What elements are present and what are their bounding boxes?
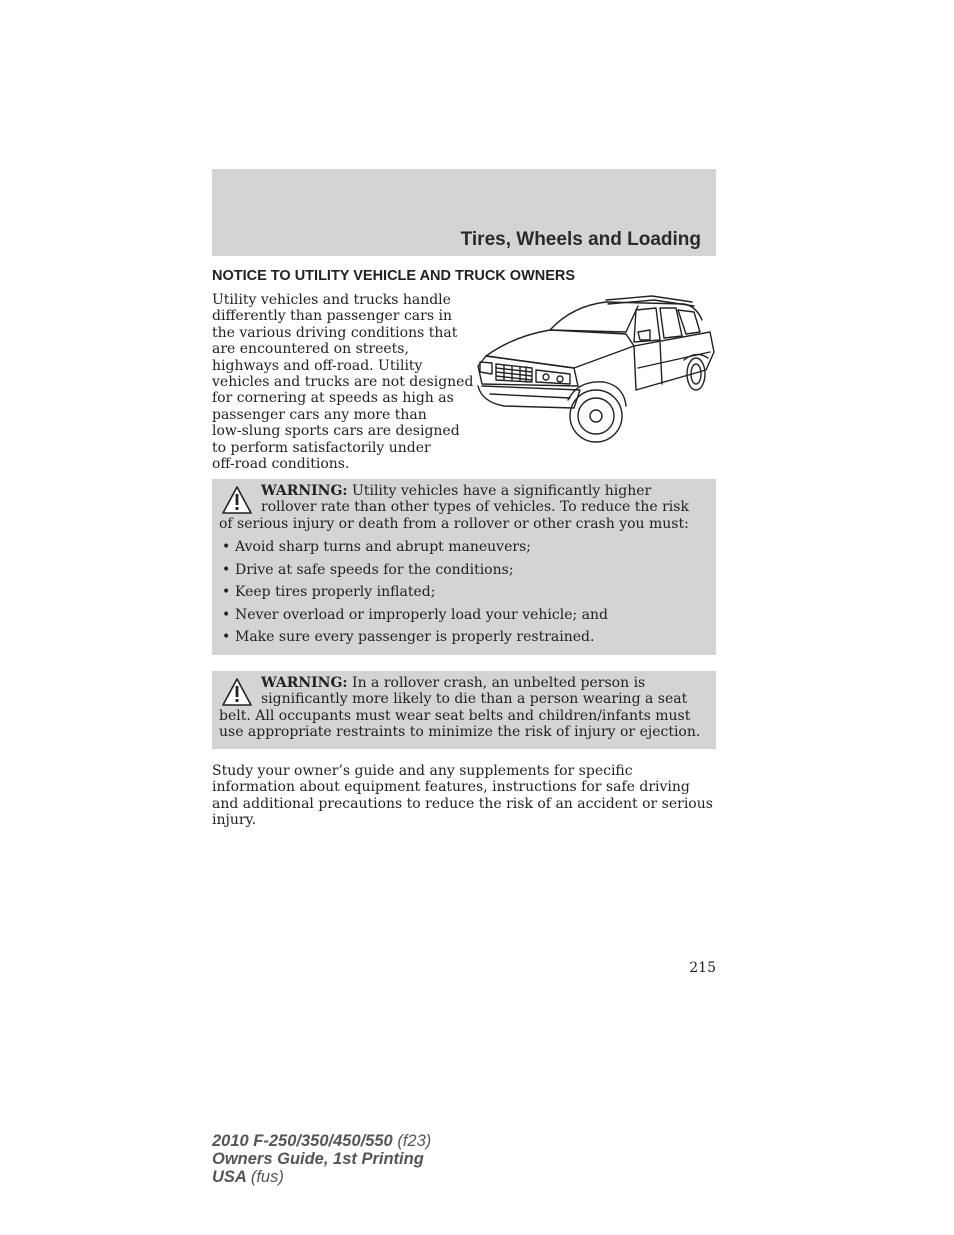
footer-line: Owners Guide, 1st Printing xyxy=(212,1150,424,1168)
list-item: • Avoid sharp turns and abrupt maneuvers; xyxy=(219,539,706,562)
list-item: • Make sure every passenger is properly restrained. xyxy=(219,629,706,652)
intro-line: low-slung sports cars are designed xyxy=(212,423,460,440)
warning-body: In a rollover crash, an unbelted person is significantly more likely to die than a person wearing a seat belt. All occupants must wear seat belts and children/infants must use appropriate restraints to minimize the risk of injury or ejection. xyxy=(219,675,701,741)
intro-line: differently than passenger cars in xyxy=(212,308,452,325)
footer-market: USA xyxy=(212,1168,247,1186)
closing-paragraph: Study your owner’s guide and any supplements for specific information about equipment features, instructions for safe driving and additional precautions to reduce the risk of an accident or serious injury. xyxy=(212,763,713,829)
footer-market-code: (fus) xyxy=(250,1168,284,1186)
intro-line: highways and off-road. Utility xyxy=(212,357,423,374)
intro-paragraph xyxy=(212,292,474,472)
page-number: 215 xyxy=(689,960,716,976)
header-band xyxy=(212,169,716,256)
warning-triangle-icon xyxy=(221,485,253,515)
warning-box-seatbelt xyxy=(212,671,716,749)
warning-text xyxy=(219,483,706,532)
intro-line: off-road conditions. xyxy=(212,456,350,473)
safety-bullet-list xyxy=(219,539,706,652)
intro-line: for cornering at speeds as high as xyxy=(212,390,454,407)
suv-illustration xyxy=(474,290,718,450)
chapter-title: Tires, Wheels and Loading xyxy=(460,229,701,250)
footer-model-code: (f23) xyxy=(397,1132,432,1150)
warning-label: WARNING: xyxy=(261,675,348,691)
intro-line: the various driving conditions that xyxy=(212,324,458,341)
intro-line: are encountered on streets, xyxy=(212,341,409,358)
intro-line: passenger cars any more than xyxy=(212,406,427,423)
intro-line: Utility vehicles and trucks handle xyxy=(212,292,451,308)
warning-box-rollover xyxy=(212,479,716,655)
intro-line: to perform satisfactorily under xyxy=(212,439,431,456)
list-item: • Keep tires properly inflated; xyxy=(219,584,706,607)
list-item: • Never overload or improperly load your vehicle; and xyxy=(219,607,706,630)
document-footer xyxy=(212,1132,431,1186)
footer-line xyxy=(212,1132,431,1150)
warning-label: WARNING: xyxy=(261,483,348,499)
footer-line xyxy=(212,1168,431,1186)
footer-model: 2010 F-250/350/450/550 xyxy=(212,1132,393,1150)
warning-triangle-icon xyxy=(221,677,253,707)
intro-line: vehicles and trucks are not designed xyxy=(212,374,474,391)
section-heading: NOTICE TO UTILITY VEHICLE AND TRUCK OWNERS xyxy=(212,268,576,284)
list-item: • Drive at safe speeds for the conditions; xyxy=(219,562,706,585)
warning-body: Utility vehicles have a significantly higher rollover rate than other types of vehicles. To reduce the risk of serious injury or death from a rollover or other crash you must: xyxy=(219,483,689,532)
warning-text xyxy=(219,675,706,741)
